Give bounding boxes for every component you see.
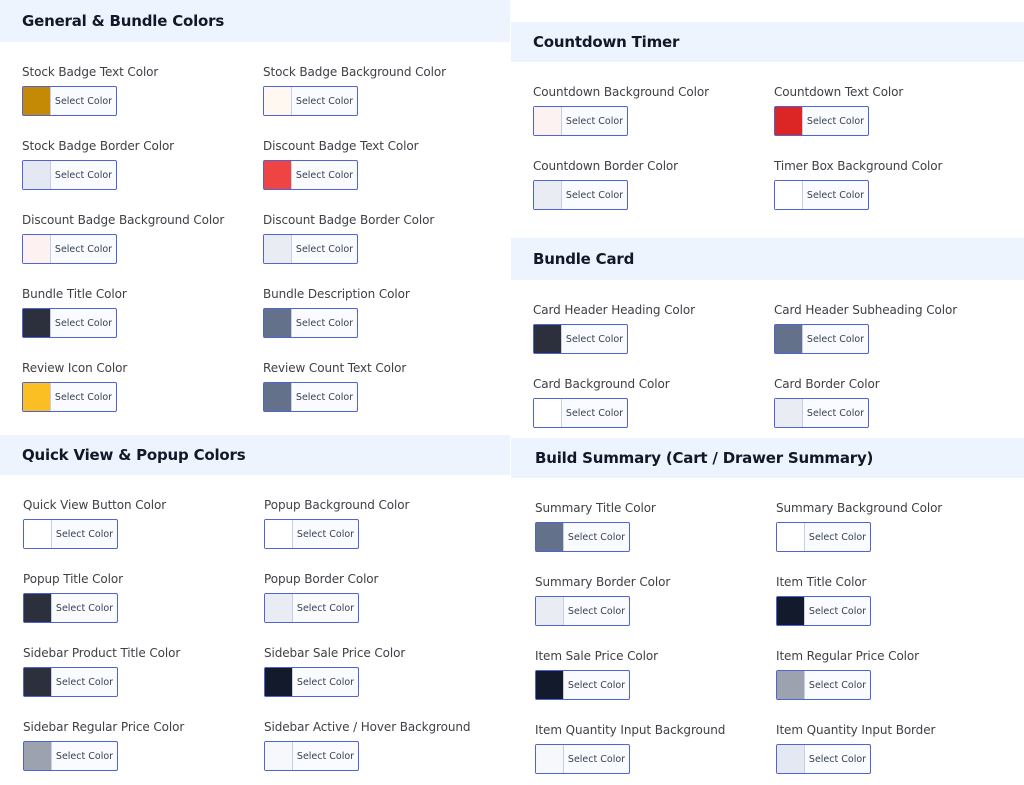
- select-color-button[interactable]: [22, 86, 117, 116]
- select-color-button[interactable]: [263, 382, 358, 412]
- select-color-label: Select Color: [567, 531, 626, 543]
- bundle-card-panel: [511, 238, 1024, 438]
- select-color-button[interactable]: [263, 234, 358, 264]
- color-field: [22, 360, 252, 414]
- color-field: [264, 719, 494, 773]
- select-color-button[interactable]: [264, 741, 359, 771]
- select-color-button[interactable]: [22, 382, 117, 412]
- select-color-label: Select Color: [567, 679, 626, 691]
- section-header-summary: Build Summary (Cart / Drawer Summary): [511, 438, 1024, 478]
- color-field: [263, 286, 493, 340]
- countdown-timer-panel: [511, 22, 1024, 238]
- select-color-button[interactable]: [776, 744, 871, 774]
- color-field-label: Item Sale Price Color: [535, 649, 658, 663]
- color-swatch[interactable]: [264, 383, 292, 411]
- color-field: [22, 212, 252, 266]
- select-color-label: Select Color: [55, 602, 114, 614]
- color-field-label: Countdown Text Color: [774, 85, 904, 99]
- select-color-label: Select Color: [808, 605, 867, 617]
- select-color-label: Select Color: [54, 317, 113, 329]
- select-color-label: Select Color: [54, 169, 113, 181]
- select-color-label: Select Color: [565, 115, 624, 127]
- color-field: [264, 645, 494, 699]
- select-color-label: Select Color: [296, 602, 355, 614]
- color-field-label: Review Icon Color: [22, 361, 128, 375]
- select-color-label: Select Color: [296, 528, 355, 540]
- select-color-button[interactable]: [22, 234, 117, 264]
- select-color-label: Select Color: [567, 753, 626, 765]
- color-field-label: Popup Background Color: [264, 498, 410, 512]
- color-swatch[interactable]: [23, 235, 51, 263]
- color-field: [535, 722, 765, 776]
- select-color-label: Select Color: [565, 189, 624, 201]
- color-swatch[interactable]: [23, 161, 51, 189]
- color-field: [533, 84, 763, 138]
- color-swatch[interactable]: [23, 383, 51, 411]
- select-color-label: Select Color: [295, 317, 354, 329]
- color-field: [23, 497, 253, 551]
- select-color-button[interactable]: [533, 180, 628, 210]
- select-color-button[interactable]: [22, 308, 117, 338]
- color-field: [23, 719, 253, 773]
- color-field-label: Timer Box Background Color: [774, 159, 943, 173]
- color-field-label: Stock Badge Border Color: [22, 139, 175, 153]
- select-color-button[interactable]: [774, 180, 869, 210]
- color-field: [263, 212, 493, 266]
- color-swatch[interactable]: [24, 742, 52, 770]
- color-field: [535, 500, 765, 554]
- section-header-quickview: Quick View & Popup Colors: [0, 435, 510, 475]
- color-field-label: Discount Badge Text Color: [263, 139, 419, 153]
- select-color-button[interactable]: [533, 398, 628, 428]
- color-field-label: Countdown Border Color: [533, 159, 679, 173]
- color-swatch[interactable]: [264, 309, 292, 337]
- build-summary-panel: [511, 438, 1024, 785]
- color-swatch[interactable]: [264, 235, 292, 263]
- select-color-label: Select Color: [54, 95, 113, 107]
- select-color-label: Select Color: [55, 750, 114, 762]
- select-color-label: Select Color: [567, 605, 626, 617]
- color-field: [22, 286, 252, 340]
- color-field: [22, 138, 252, 192]
- select-color-label: Select Color: [565, 407, 624, 419]
- color-field-label: Sidebar Sale Price Color: [264, 646, 406, 660]
- color-field: [774, 376, 1004, 430]
- color-swatch[interactable]: [534, 181, 562, 209]
- color-field: [774, 84, 1004, 138]
- color-swatch[interactable]: [777, 597, 805, 625]
- color-field: [264, 497, 494, 551]
- select-color-label: Select Color: [54, 243, 113, 255]
- color-field-label: Discount Badge Background Color: [22, 213, 225, 227]
- select-color-button[interactable]: [774, 324, 869, 354]
- color-field: [535, 574, 765, 628]
- select-color-button[interactable]: [776, 596, 871, 626]
- color-swatch[interactable]: [536, 523, 564, 551]
- color-field: [533, 158, 763, 212]
- select-color-label: Select Color: [296, 750, 355, 762]
- color-field-label: Countdown Background Color: [533, 85, 709, 99]
- color-field-label: Card Header Subheading Color: [774, 303, 958, 317]
- color-field-label: Summary Background Color: [776, 501, 943, 515]
- color-field: [774, 158, 1004, 212]
- color-field-label: Card Background Color: [533, 377, 670, 391]
- color-field-label: Item Quantity Input Border: [776, 723, 936, 737]
- select-color-button[interactable]: [264, 667, 359, 697]
- color-field-label: Summary Title Color: [535, 501, 656, 515]
- color-field: [23, 645, 253, 699]
- color-swatch[interactable]: [536, 671, 564, 699]
- select-color-button[interactable]: [23, 519, 118, 549]
- color-swatch[interactable]: [777, 745, 805, 773]
- color-field-label: Popup Title Color: [23, 572, 123, 586]
- color-swatch[interactable]: [777, 523, 805, 551]
- color-swatch[interactable]: [534, 325, 562, 353]
- color-field-label: Stock Badge Background Color: [263, 65, 446, 79]
- color-field: [23, 571, 253, 625]
- section-header-countdown: Countdown Timer: [511, 22, 1024, 62]
- select-color-button[interactable]: [535, 744, 630, 774]
- color-swatch[interactable]: [23, 309, 51, 337]
- select-color-label: Select Color: [296, 676, 355, 688]
- select-color-button[interactable]: [22, 160, 117, 190]
- select-color-label: Select Color: [295, 169, 354, 181]
- color-field: [263, 64, 493, 118]
- color-swatch[interactable]: [534, 399, 562, 427]
- color-field-label: Summary Border Color: [535, 575, 671, 589]
- color-swatch[interactable]: [265, 594, 293, 622]
- color-swatch[interactable]: [265, 742, 293, 770]
- section-header-general: General & Bundle Colors: [0, 0, 510, 42]
- color-field-label: Popup Border Color: [264, 572, 379, 586]
- color-field-label: Card Header Heading Color: [533, 303, 695, 317]
- color-field: [533, 376, 763, 430]
- select-color-button[interactable]: [535, 522, 630, 552]
- select-color-label: Select Color: [565, 333, 624, 345]
- select-color-label: Select Color: [55, 676, 114, 688]
- color-swatch[interactable]: [24, 520, 52, 548]
- color-field: [535, 648, 765, 702]
- color-swatch[interactable]: [777, 671, 805, 699]
- color-field-label: Sidebar Regular Price Color: [23, 720, 185, 734]
- select-color-label: Select Color: [295, 95, 354, 107]
- color-field-label: Discount Badge Border Color: [263, 213, 435, 227]
- color-swatch[interactable]: [775, 107, 803, 135]
- color-field-label: Bundle Description Color: [263, 287, 410, 301]
- select-color-label: Select Color: [806, 115, 865, 127]
- color-field-label: Sidebar Active / Hover Background: [264, 720, 471, 734]
- color-field: [263, 138, 493, 192]
- select-color-button[interactable]: [263, 308, 358, 338]
- color-field: [263, 360, 493, 414]
- color-field-label: Sidebar Product Title Color: [23, 646, 181, 660]
- color-field-label: Item Regular Price Color: [776, 649, 919, 663]
- color-field: [22, 64, 252, 118]
- select-color-label: Select Color: [808, 753, 867, 765]
- select-color-button[interactable]: [263, 86, 358, 116]
- select-color-button[interactable]: [533, 106, 628, 136]
- color-field: [774, 302, 1004, 356]
- select-color-label: Select Color: [295, 243, 354, 255]
- color-field-label: Item Quantity Input Background: [535, 723, 726, 737]
- select-color-label: Select Color: [806, 333, 865, 345]
- color-swatch[interactable]: [24, 594, 52, 622]
- select-color-button[interactable]: [535, 670, 630, 700]
- color-swatch[interactable]: [775, 325, 803, 353]
- color-swatch[interactable]: [534, 107, 562, 135]
- color-swatch[interactable]: [264, 87, 292, 115]
- color-swatch[interactable]: [265, 668, 293, 696]
- select-color-button[interactable]: [535, 596, 630, 626]
- color-field-label: Quick View Button Color: [23, 498, 167, 512]
- select-color-label: Select Color: [55, 528, 114, 540]
- color-swatch[interactable]: [536, 597, 564, 625]
- color-swatch[interactable]: [536, 745, 564, 773]
- color-field: [776, 648, 1006, 702]
- select-color-button[interactable]: [774, 398, 869, 428]
- select-color-button[interactable]: [533, 324, 628, 354]
- color-field-label: Stock Badge Text Color: [22, 65, 159, 79]
- select-color-label: Select Color: [295, 391, 354, 403]
- color-swatch[interactable]: [775, 181, 803, 209]
- select-color-button[interactable]: [23, 741, 118, 771]
- select-color-button[interactable]: [774, 106, 869, 136]
- color-field: [776, 722, 1006, 776]
- color-swatch[interactable]: [24, 668, 52, 696]
- color-field-label: Review Count Text Color: [263, 361, 407, 375]
- select-color-label: Select Color: [806, 189, 865, 201]
- color-field-label: Bundle Title Color: [22, 287, 127, 301]
- color-swatch[interactable]: [23, 87, 51, 115]
- color-field-label: Item Title Color: [776, 575, 867, 589]
- select-color-button[interactable]: [264, 593, 359, 623]
- select-color-label: Select Color: [808, 531, 867, 543]
- color-field: [533, 302, 763, 356]
- color-field: [264, 571, 494, 625]
- color-swatch[interactable]: [775, 399, 803, 427]
- select-color-button[interactable]: [776, 522, 871, 552]
- section-header-bundlecard: Bundle Card: [511, 238, 1024, 280]
- select-color-label: Select Color: [808, 679, 867, 691]
- color-field: [776, 500, 1006, 554]
- color-field: [776, 574, 1006, 628]
- color-swatch[interactable]: [265, 520, 293, 548]
- quickview-colors-panel: [0, 435, 510, 785]
- select-color-button[interactable]: [776, 670, 871, 700]
- select-color-button[interactable]: [23, 593, 118, 623]
- select-color-label: Select Color: [54, 391, 113, 403]
- color-swatch[interactable]: [264, 161, 292, 189]
- color-field-label: Card Border Color: [774, 377, 880, 391]
- general-colors-panel: [0, 0, 510, 435]
- select-color-button[interactable]: [263, 160, 358, 190]
- select-color-button[interactable]: [23, 667, 118, 697]
- select-color-label: Select Color: [806, 407, 865, 419]
- select-color-button[interactable]: [264, 519, 359, 549]
